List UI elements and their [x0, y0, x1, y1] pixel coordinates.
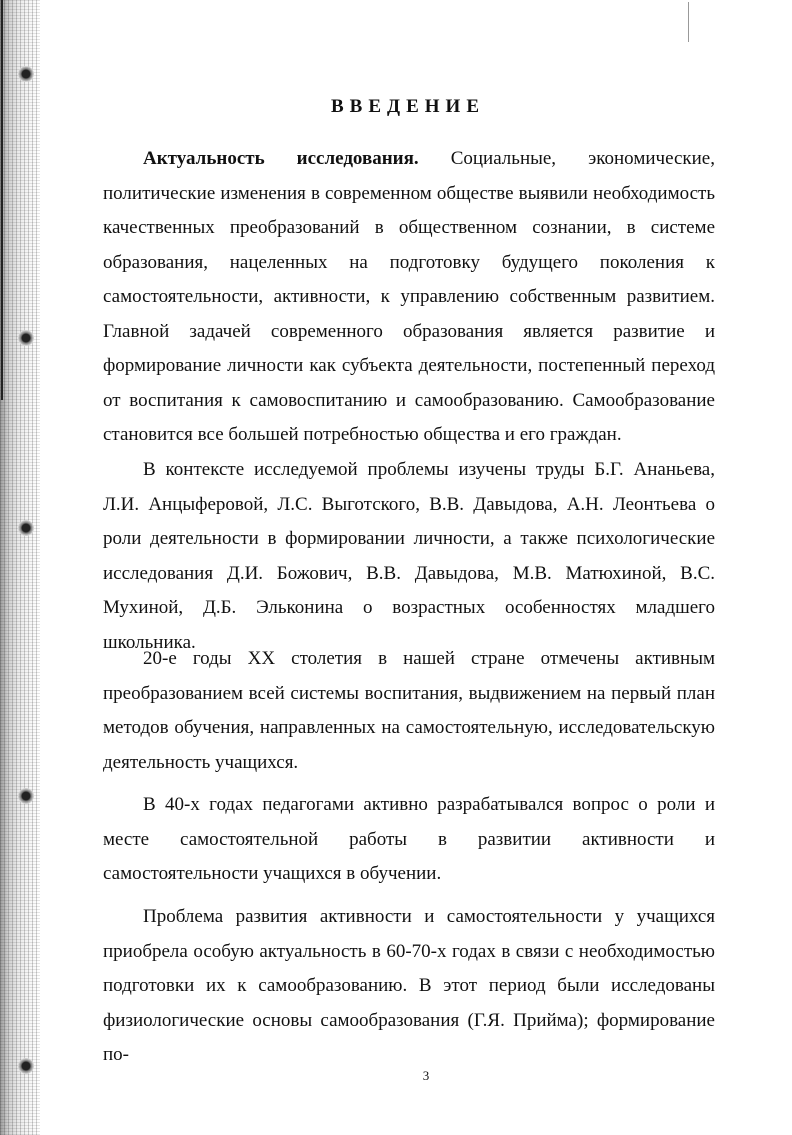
paragraph-1960s: Проблема развития активности и самостоятельности у учащихся приобрела особую актуальность в 60-70-х годах в связи с необходимостью подготовки их к самообразованию. В этот период были исследованы физиологические основы самообразования (Г.Я. Прийма); формирование по-: [103, 906, 715, 1065]
paragraph-text: Социальные, экономические, политические изменения в современном обществе выявили необходимость качественных преобразований в общественном сознании, в системе образования, нацеленных на подготовку будущего поколения к самостоятельности, активности, к управлению собственным развитием. Главной задачей современного образования является развитие и формирование личности как субъекта деятельности, постепенный переход от воспитания к самовоспитанию и самообразованию. Самообразование становится все большей потребностью общества и его граждан.: [103, 148, 715, 445]
scan-binding-edge: [0, 0, 40, 1135]
paragraph-literature: В контексте исследуемой проблемы изучены труды Б.Г. Ананьева, Л.И. Анцыферовой, Л.С. Выготского, В.В. Давыдова, А.Н. Леонтьева о роли деятельности в формировании личности, а также психологические исследования Д.И. Божович, В.В. Давыдова, М.В. Матюхиной, В.С. Мухиной, Д.Б. Эльконина о возрастных особенностях младшего школьника.: [103, 459, 715, 653]
scan-artifact: [688, 2, 689, 42]
binding-hole-icon: [18, 520, 34, 536]
paragraph-lead: Актуальность исследования.: [143, 148, 419, 169]
scan-edge-line: [1, 0, 3, 400]
page-number: 3: [422, 1068, 430, 1083]
binding-hole-icon: [18, 788, 34, 804]
page-title: ВВЕДЕНИЕ: [331, 96, 485, 117]
binding-hole-icon: [18, 66, 34, 82]
paragraph-1940s: В 40-х годах педагогами активно разрабатывался вопрос о роли и месте самостоятельной работы в развитии активности и самостоятельности учащихся в обучении.: [103, 794, 715, 884]
binding-hole-icon: [18, 330, 34, 346]
paragraph-relevance: [103, 142, 715, 453]
paragraph-1920s: 20-е годы XX столетия в нашей стране отмечены активным преобразованием всей системы воспитания, выдвижением на первый план методов обучения, направленных на самостоятельную, исследовательскую деятельность учащихся.: [103, 648, 715, 773]
